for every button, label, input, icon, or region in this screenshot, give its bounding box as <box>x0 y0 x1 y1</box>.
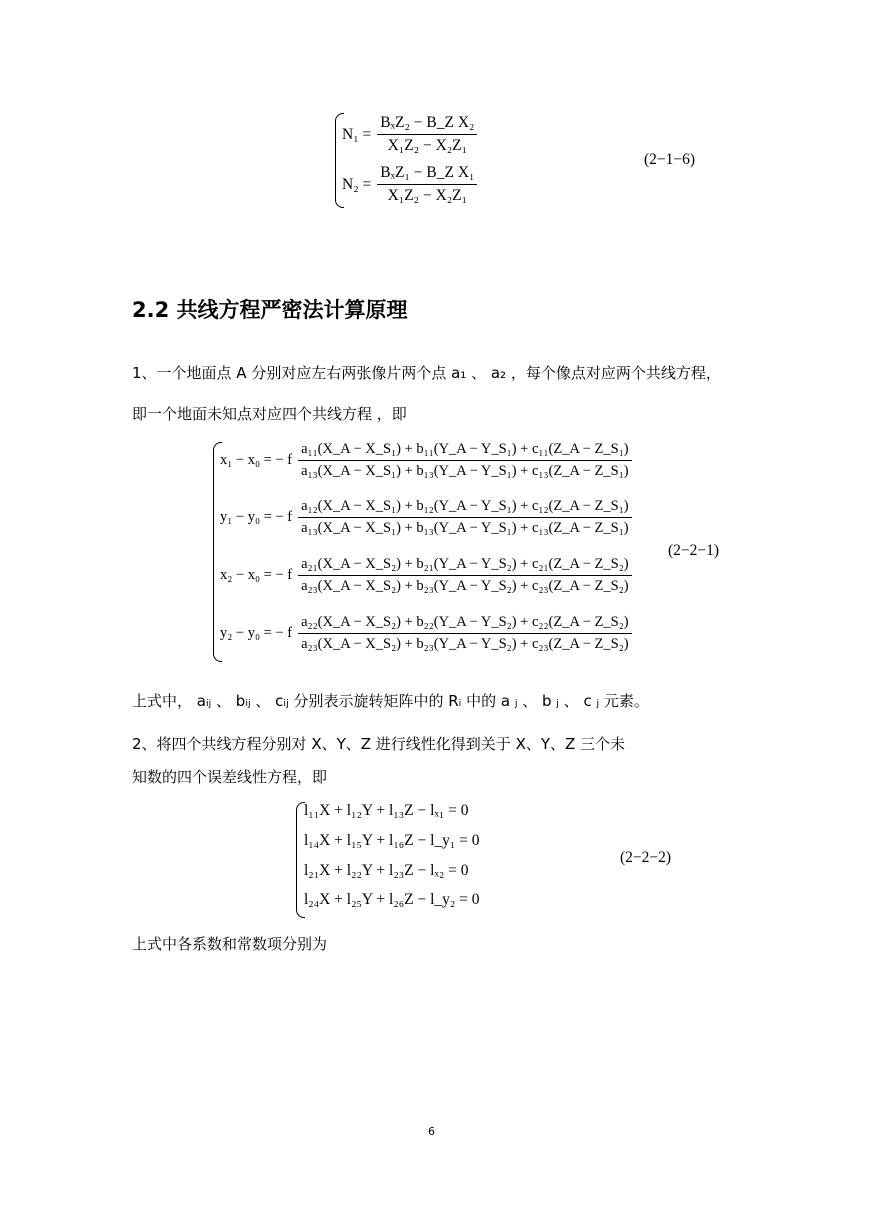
fraction-denominator: X₁Z₂ − X₂Z₁ <box>387 187 468 204</box>
equation-row: l₁₁X + l₁₂Y + l₁₃Z − lₓ₁ = 0 <box>304 802 469 819</box>
equation-row <box>220 614 632 653</box>
paragraph-line: 1、一个地面点 A 分别对应左右两张像片两个点 a₁ 、 a₂ ，每个像点对应两个共线方程， <box>132 364 721 382</box>
equation-number: (2−2−1) <box>668 542 720 559</box>
fraction-numerator: BₓZ₁ − B_Z X₁ <box>377 164 477 185</box>
brace <box>213 653 222 662</box>
fraction <box>298 556 632 595</box>
paragraph-line: 上式中， aᵢⱼ 、 bᵢⱼ 、 cᵢⱼ 分别表示旋转矩阵中的 Rᵢ 中的 a ⱼ 、 b ⱼ 、 c ⱼ 元素。 <box>132 692 649 710</box>
fraction-denominator: X₁Z₂ − X₂Z₁ <box>387 137 468 154</box>
equation-row <box>220 441 632 480</box>
brace <box>213 450 214 653</box>
fraction-denominator: a₁₃(X_A − X_S₁) + b₁₃(Y_A − Y_S₁) + c₁₃(Z_A − Z_S₁) <box>301 520 629 536</box>
brace <box>335 121 336 199</box>
fraction-denominator: a₁₃(X_A − X_S₁) + b₁₃(Y_A − Y_S₁) + c₁₃(Z_A − Z_S₁) <box>301 463 629 479</box>
fraction <box>298 441 632 480</box>
equation-lhs: y₁ − y₀ = − f <box>220 509 293 525</box>
fraction <box>298 498 632 537</box>
equation-lhs: x₁ − x₀ = − f <box>220 452 293 468</box>
equation-row: l₁₄X + l₁₅Y + l₁₆Z − l_y₁ = 0 <box>304 832 480 849</box>
equation-lhs: N₂ = <box>342 175 372 193</box>
fraction-denominator: a₂₃(X_A − X_S₂) + b₂₃(Y_A − Y_S₂) + c₂₃(Z_A − Z_S₂) <box>301 578 629 594</box>
fraction-numerator: BₓZ₂ − B_Z X₂ <box>377 114 477 135</box>
fraction-numerator: a₂₁(X_A − X_S₂) + b₂₁(Y_A − Y_S₂) + c₂₁(Z_A − Z_S₂) <box>298 556 632 576</box>
fraction <box>298 614 632 653</box>
equation-lhs: y₂ − y₀ = − f <box>220 625 293 641</box>
equation-row <box>220 498 632 537</box>
paragraph-line: 上式中各系数和常数项分别为 <box>132 935 328 953</box>
equation-lhs: N₁ = <box>342 125 372 143</box>
fraction <box>377 114 477 155</box>
equation-row: l₂₄X + l₂₅Y + l₂₆Z − l_y₂ = 0 <box>304 891 480 908</box>
equation-row <box>220 556 632 595</box>
paragraph-line: 2、将四个共线方程分别对 X、Y、Z 进行线性化得到关于 X、Y、Z 三个未 <box>132 735 626 753</box>
equation-number: (2−2−2) <box>620 849 672 866</box>
fraction <box>377 164 477 205</box>
equation-row <box>342 114 477 155</box>
equation-number: (2−1−6) <box>644 151 696 168</box>
paragraph-line: 知数的四个误差线性方程，即 <box>132 768 328 786</box>
paragraph-line: 即一个地面未知点对应四个共线方程 ，即 <box>132 405 407 423</box>
equation-lhs: x₂ − x₀ = − f <box>220 567 293 583</box>
fraction-denominator: a₂₃(X_A − X_S₂) + b₂₃(Y_A − Y_S₂) + c₂₃(Z_A − Z_S₂) <box>301 636 629 652</box>
fraction-numerator: a₂₂(X_A − X_S₂) + b₂₂(Y_A − Y_S₂) + c₂₂(Z_A − Z_S₂) <box>298 614 632 634</box>
page-number: 6 <box>428 1125 435 1138</box>
equation-row <box>342 164 477 205</box>
equation-row: l₂₁X + l₂₂Y + l₂₃Z − lₓ₂ = 0 <box>304 862 469 879</box>
brace <box>296 810 297 909</box>
section-heading: 2.2 共线方程严密法计算原理 <box>132 298 408 322</box>
fraction-numerator: a₁₂(X_A − X_S₁) + b₁₂(Y_A − Y_S₁) + c₁₂(Z_A − Z_S₁) <box>298 498 632 518</box>
brace <box>296 909 305 918</box>
fraction-numerator: a₁₁(X_A − X_S₁) + b₁₁(Y_A − Y_S₁) + c₁₁(Z_A − Z_S₁) <box>298 441 632 461</box>
